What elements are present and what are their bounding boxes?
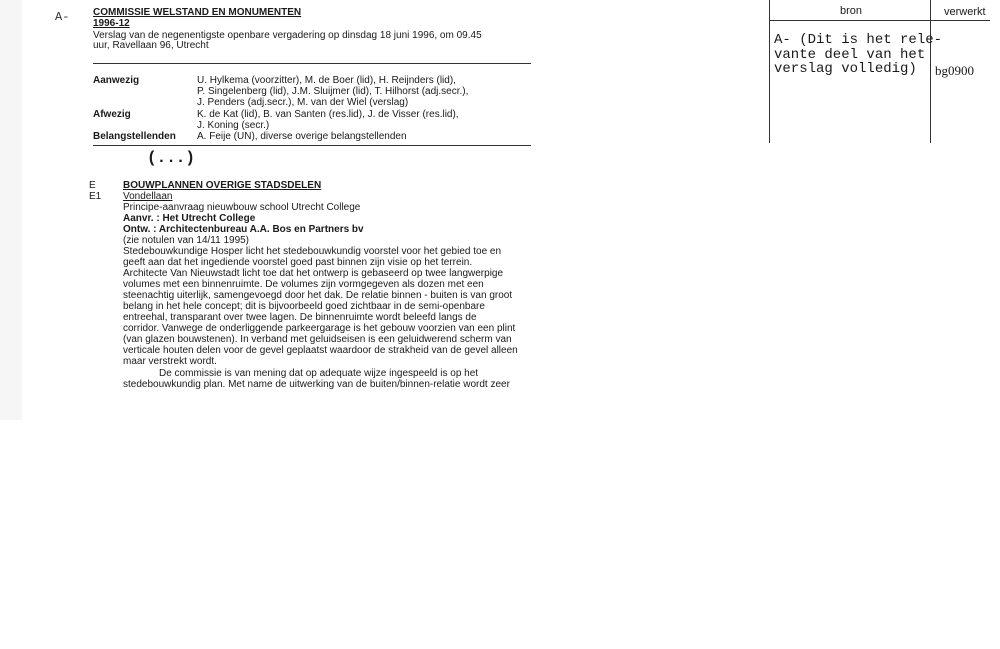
header-divider <box>93 63 531 64</box>
report-line-2: uur, Ravellaan 96, Utrecht <box>93 40 209 51</box>
body-line: steenachtig uiterlijk, samengevoegd door het dak. De relatie binnen - buiten is van groot <box>123 290 513 301</box>
scan-edge-shading <box>0 0 22 420</box>
body-line: belang in het hele concept; dit is bijvoorbeeld goed zichtbaar in de semi-openbare <box>123 301 485 312</box>
subsection-number: E1 <box>89 191 102 202</box>
body-line: (zie notulen van 14/11 1995) <box>123 235 250 246</box>
body-line: verticale houten delen voor de gevel geplaatst waardoor de strakheid van de gevel alleen <box>123 345 518 356</box>
margin-mark: A- <box>55 10 70 24</box>
source-note-line: A- (Dit is het rele- <box>774 32 943 48</box>
body-line: corridor. Vanwege de onderliggende parkeergarage is het gebouw voorzien van een plint <box>123 323 516 334</box>
absent-line-2: J. Koning (secr.) <box>197 120 270 131</box>
absent-line-1: K. de Kat (lid), B. van Santen (res.lid), J. de Visser (res.lid), <box>197 109 459 120</box>
present-line-3: J. Penders (adj.secr.), M. van der Wiel (verslag) <box>197 97 409 108</box>
attendance-divider <box>93 145 531 146</box>
body-line: geeft aan dat het ingediende voorstel goed past binnen zijn visie op het terrein. <box>123 257 473 268</box>
body-line: Ontw. : Architectenbureau A.A. Bos en Partners bv <box>123 224 364 235</box>
absent-label: Afwezig <box>93 109 131 120</box>
body-line: (van glazen bouwstenen). In verband met geluidseisen is een geluidwerend scherm van <box>123 334 512 345</box>
processed-code: bg0900 <box>935 63 974 78</box>
stakeholders-label: Belangstellenden <box>93 131 176 142</box>
table-left-rule <box>769 0 770 143</box>
body-line: stedebouwkundig plan. Met name de uitwerking van de buiten/binnen-relatie wordt zeer <box>123 379 510 390</box>
body-line: Stedebouwkundige Hosper licht het stedebouwkundig voorstel voor het gebied toe en <box>123 246 502 257</box>
body-line: Principe-aanvraag nieuwbouw school Utrecht College <box>123 202 361 213</box>
present-line-2: P. Singelenberg (lid), J.M. Sluijmer (lid), T. Hilhorst (adj.secr.), <box>197 86 469 97</box>
report-line-1: Verslag van de negenentigste openbare vergadering op dinsdag 18 juni 1996, om 09.45 <box>93 30 482 41</box>
body-line: maar verstrekt wordt. <box>123 356 217 367</box>
source-note-line: verslag volledig) <box>774 61 917 77</box>
subsection-title: Vondellaan <box>123 191 173 202</box>
body-line: volumes met een binnenruimte. De volumes zijn vormgegeven als dozen met een <box>123 279 484 290</box>
section-letter: E <box>89 180 96 191</box>
section-title: BOUWPLANNEN OVERIGE STADSDELEN <box>123 180 322 191</box>
table-header-rule <box>769 20 990 21</box>
body-line: entreehal, transparant over twee lagen. De binnenruimte wordt beleefd langs de <box>123 312 477 323</box>
body-line: De commissie is van mening dat op adequate wijze ingespeeld is op het <box>159 368 479 379</box>
omission-ellipsis: (...) <box>147 149 196 167</box>
col-header-bron: bron <box>840 5 863 17</box>
committee-title: COMMISSIE WELSTAND EN MONUMENTEN <box>93 7 302 18</box>
source-note-line: vante deel van het <box>774 47 926 63</box>
stakeholders-line: A. Feije (UN), diverse overige belangstellenden <box>197 131 407 142</box>
present-line-1: U. Hylkema (voorzitter), M. de Boer (lid), H. Reijnders (lid), <box>197 75 456 86</box>
col-header-verwerkt: verwerkt <box>944 6 986 18</box>
present-label: Aanwezig <box>93 75 140 86</box>
table-middle-rule <box>930 0 931 143</box>
meeting-number: 1996-12 <box>93 18 130 29</box>
body-line: Architecte Van Nieuwstadt licht toe dat het ontwerp is gebaseerd op twee langwerpige <box>123 268 504 279</box>
body-line: Aanvr. : Het Utrecht College <box>123 213 256 224</box>
